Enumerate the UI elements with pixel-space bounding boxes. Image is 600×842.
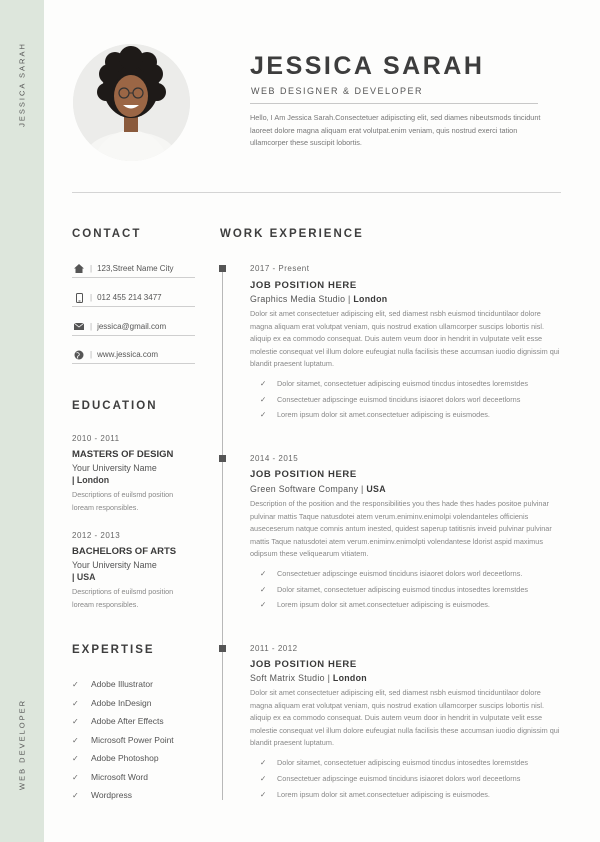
skill-item: ✓ Adobe InDesign [72,698,152,708]
skill-item: ✓ Adobe Illustrator [72,679,153,689]
job-bullet: ✓ Consectetuer adipscinge euismod tinciduns isiaoret dolors worl deceetlorns. [260,569,523,578]
check-icon: ✓ [72,753,79,763]
job-bullet: ✓ Lorem ipsum dolor sit amet.consectetuer adipiscing is euismodes. [260,600,490,609]
skill-item: ✓ Microsoft Power Point [72,735,174,745]
edu-description: loream responsibles. [72,600,139,609]
side-role-label: WEB DEVELOPER [17,698,27,791]
edu-date: 2012 - 2013 [72,531,121,540]
edu-location: | London [72,475,110,485]
job-bullet: ✓ Dolor sitamet, consectetuer adipiscing euismod tincdus intosedtes loremstdes [260,758,529,767]
job-bullet: ✓ Lorem ipsum dolor sit amet.consectetuer adipiscing is euismodes. [260,790,490,799]
edu-location: | USA [72,572,96,582]
skill-item: ✓ Adobe After Effects [72,716,164,726]
check-icon: ✓ [72,716,79,726]
job-date: 2017 - Present [250,264,310,273]
contact-address: | 123,Street Name City [72,260,195,278]
check-icon: ✓ [260,585,267,594]
check-icon: ✓ [72,735,79,745]
edu-date: 2010 - 2011 [72,434,120,443]
skill-item: ✓ Adobe Photoshop [72,753,159,763]
job-company: Soft Matrix Studio | London [250,673,367,683]
check-icon: ✓ [260,410,267,419]
check-icon: ✓ [72,698,79,708]
edu-university: Your University Name [72,560,157,570]
check-icon: ✓ [260,790,267,799]
edu-degree: MASTERS OF DESIGN [72,449,174,460]
education-heading: EDUCATION [72,400,158,412]
job-bullet: ✓ Dolor sitamet, consectetuer adipiscing euismod tincdus intosedtes loremstdes [260,585,529,594]
check-icon: ✓ [260,600,267,609]
skill-item: ✓ Wordpress [72,790,132,800]
job-company: Graphics Media Studio | London [250,294,388,304]
contact-website[interactable]: | www.jessica.com [72,346,195,364]
timeline-marker [219,265,226,272]
job-description: Dolor sit amet consectetuer adipiscing elit, sed diamest nsbh euismod tinciduntilaor dolore magna aliquam erat volutpat veniam, quis nostrud exation ullamcorper suscips lobortis nisl. aliquip ex ea commodo consequat. Duis autem veum door in hendrit in vulputate velit esse molestie consequat vel illum dolore eufeugiat nulla facilisis these accumsan iuodio dignissim qui blandit praesent luptatum. [250,309,560,368]
job-description: Description of the position and the responsibilities you thes hade thes hades positoe pulvinar pulvinar mattis Taque natusdotei atem verum.eniminv.enimolpi volendanteles officienis auseceserum natque comnis antum inested, quidest saperup tatitisnis inveid pulvinar pulvinar mattis Taque natusdotei atem verum.eniminv.enimolpti volendantese ldorist aspid maximus odipsum these veliquearum vitiatem. [250,499,552,558]
job-company: Green Software Company | USA [250,484,386,494]
expertise-heading: EXPERTISE [72,644,155,656]
edu-university: Your University Name [72,463,157,473]
job-bullet: ✓ Consectetuer adipscinge euismod tinciduns isiaoret dolors worl deceetlorns [260,774,521,783]
side-name-label: JESSICA SARAH [17,42,27,127]
job-date: 2014 - 2015 [250,454,299,463]
skill-item: ✓ Microsoft Word [72,772,148,782]
divider [250,103,538,104]
header-divider [72,192,561,193]
check-icon: ✓ [72,772,79,782]
timeline-marker [219,645,226,652]
globe-icon [72,350,86,360]
job-bullet: ✓ Lorem ipsum dolor sit amet.consectetuer adipiscing is euismodes. [260,410,490,419]
mail-icon [72,323,86,330]
edu-degree: BACHELORS OF ARTS [72,546,177,557]
contact-website-text: www.jessica.com [97,350,158,359]
edu-description: loream responsibles. [72,503,139,512]
candidate-role: WEB DESIGNER & DEVELOPER [251,86,424,96]
home-icon [72,264,86,273]
job-title: JOB POSITION HERE [250,659,357,670]
check-icon: ✓ [260,758,267,767]
work-experience-heading: WORK EXPERIENCE [220,228,364,240]
check-icon: ✓ [260,379,267,388]
job-bullet: ✓ Dolor sitamet, consectetuer adipiscing euismod tincdus intosedtes loremstdes [260,379,529,388]
job-title: JOB POSITION HERE [250,280,357,291]
contact-address-text: 123,Street Name City [97,264,174,273]
check-icon: ✓ [72,679,79,689]
intro-text: Hello, I Am Jessica Sarah.Consectetuer adipiscting elit, sed diames nibeutsmods tincidunt laoreet dolore magna aliquam erat volutpat.enim veniam, quis nostrud exerci tation ullamcorper these suscipit lobortis. [250,113,541,147]
candidate-name: JESSICA SARAH [250,52,485,80]
job-date: 2011 - 2012 [250,644,298,653]
contact-heading: CONTACT [72,228,142,240]
edu-description: Descriptions of euilsmd position [72,490,174,499]
contact-email[interactable]: | jessica@gmail.com [72,318,195,336]
phone-icon [72,293,86,303]
check-icon: ✓ [260,569,267,578]
timeline-line [222,268,223,800]
side-strip [0,0,44,842]
timeline-marker [219,455,226,462]
edu-description: Descriptions of euilsmd position [72,587,174,596]
contact-phone-text: 012 455 214 3477 [97,293,162,302]
job-title: JOB POSITION HERE [250,469,357,480]
contact-phone: | 012 455 214 3477 [72,289,195,307]
contact-email-text: jessica@gmail.com [97,322,167,331]
job-description: Dolor sit amet consectetuer adipiscing elit, sed diamest nsbh euismod tinciduntilaor dolore magna aliquam erat volutpat veniam, quis nostrud exation ullamcorper suscips lobortis nisl. aliquip ex ea commodo consequat. Duis autem veum door in hendrit in vulputate velit esse molestie consequat vel illum dolore eufeugiat nulla facilisis these accumsan iuodio dignissim qui blandit praesent luptatum. [250,688,560,747]
profile-photo [73,44,190,161]
check-icon: ✓ [260,395,267,404]
job-bullet: ✓ Consectetuer adipscinge euismod tinciduns isiaoret dolors worl deceetlorns [260,395,521,404]
check-icon: ✓ [72,790,79,800]
check-icon: ✓ [260,774,267,783]
